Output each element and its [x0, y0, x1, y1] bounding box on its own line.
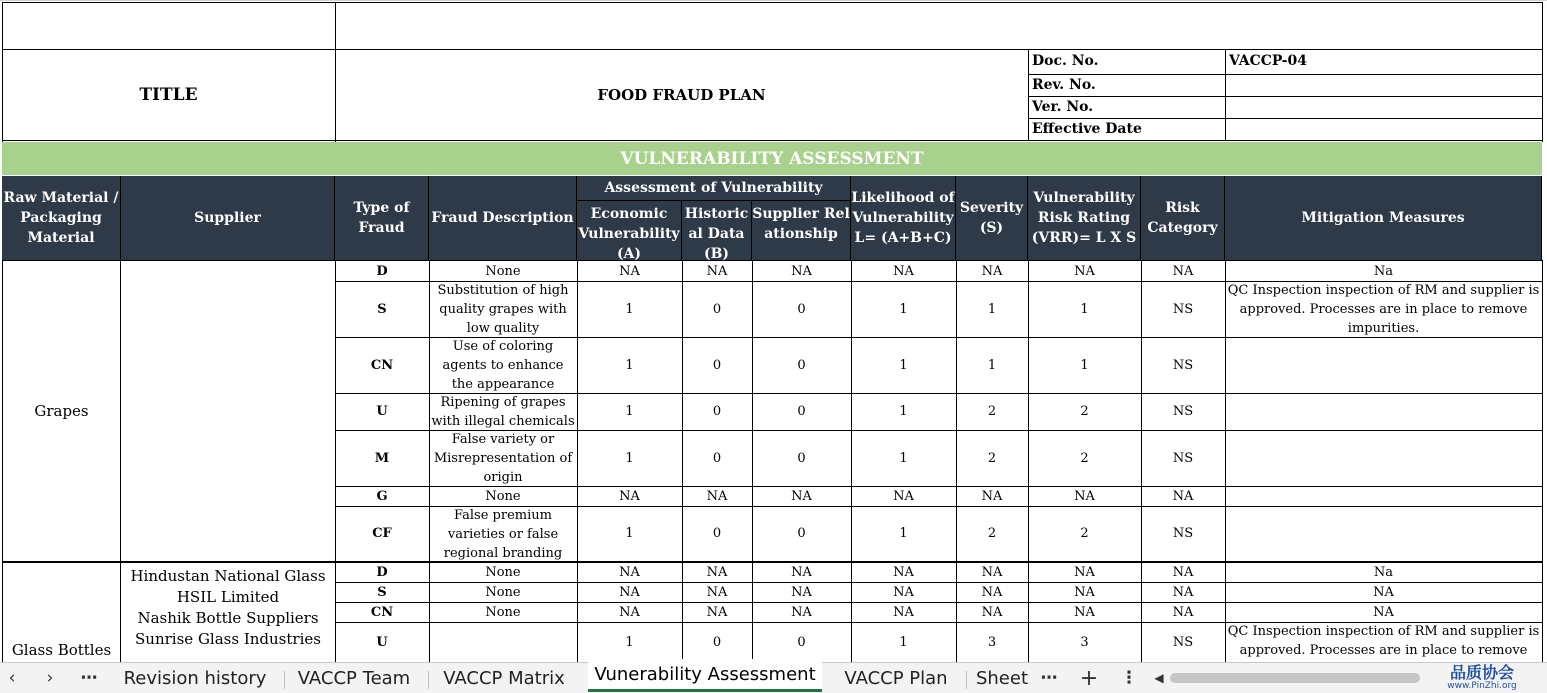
- rev-no-label: Rev. No.: [1032, 77, 1096, 93]
- doc-no-label: Doc. No.: [1032, 53, 1099, 69]
- severity-cell[interactable]: 1: [987, 301, 997, 317]
- economic-cell[interactable]: 1: [625, 450, 634, 466]
- severity-cell[interactable]: NA: [981, 564, 1003, 580]
- vrr-cell[interactable]: NA: [1074, 564, 1095, 580]
- economic-cell[interactable]: 1: [625, 301, 634, 317]
- more-sheets-icon[interactable]: ⋯: [1040, 668, 1058, 688]
- type-of-fraud-cell[interactable]: M: [374, 450, 390, 466]
- economic-cell[interactable]: 1: [625, 526, 634, 541]
- likelihood-cell[interactable]: NA: [893, 604, 914, 620]
- supplier-relationship-cell[interactable]: NA: [791, 488, 812, 504]
- header-economic[interactable]: Economic Vulnerability (A): [577, 201, 682, 260]
- mitigation-cell[interactable]: [1225, 506, 1542, 561]
- fraud-description-cell[interactable]: None: [485, 263, 521, 279]
- historic-cell[interactable]: 0: [712, 301, 722, 317]
- historic-cell[interactable]: NA: [706, 604, 728, 620]
- vrr-cell[interactable]: 3: [1080, 634, 1089, 650]
- vrr-cell[interactable]: 1: [1080, 357, 1089, 373]
- severity-cell[interactable]: NA: [981, 604, 1003, 620]
- header-severity[interactable]: Severity (S): [956, 176, 1028, 260]
- vrr-cell[interactable]: 2: [1080, 404, 1089, 419]
- economic-cell[interactable]: 1: [625, 404, 634, 419]
- watermark-logo: [1420, 665, 1544, 691]
- header-mitigation[interactable]: Mitigation Measures: [1225, 176, 1542, 260]
- more-tabs-icon[interactable]: ⋯: [80, 668, 98, 688]
- likelihood-cell[interactable]: NA: [893, 564, 914, 580]
- type-of-fraud-cell[interactable]: U: [376, 404, 388, 419]
- material-cell[interactable]: Grapes: [34, 401, 89, 420]
- risk-category-cell[interactable]: NS: [1172, 357, 1194, 373]
- header-supplier-relationship[interactable]: Supplier Relationship: [752, 201, 851, 260]
- historic-cell[interactable]: NA: [706, 263, 728, 279]
- mitigation-cell[interactable]: Na: [1373, 564, 1394, 580]
- risk-category-cell[interactable]: NS: [1172, 301, 1194, 317]
- severity-cell[interactable]: NA: [981, 488, 1003, 504]
- scroll-left-icon[interactable]: ‹: [8, 668, 16, 688]
- likelihood-cell[interactable]: 1: [899, 357, 908, 373]
- type-of-fraud-cell[interactable]: CF: [372, 526, 392, 541]
- likelihood-cell[interactable]: 1: [899, 450, 908, 466]
- mitigation-cell[interactable]: NA: [1373, 604, 1394, 620]
- add-sheet-icon[interactable]: +: [1079, 665, 1099, 691]
- header-type-of-fraud[interactable]: Type of Fraud: [335, 176, 429, 260]
- fraud-description-cell[interactable]: None: [485, 604, 521, 620]
- sheet-tab-bar: [0, 662, 1547, 693]
- economic-cell[interactable]: NA: [619, 584, 640, 600]
- likelihood-cell[interactable]: 1: [899, 634, 908, 650]
- effective-date-label: Effective Date: [1032, 121, 1142, 137]
- ver-no-label: Ver. No.: [1032, 99, 1094, 115]
- historic-cell[interactable]: 0: [712, 450, 722, 466]
- type-of-fraud-cell[interactable]: CN: [370, 357, 394, 373]
- economic-cell[interactable]: 1: [625, 357, 634, 373]
- economic-cell[interactable]: NA: [619, 564, 640, 580]
- header-supplier[interactable]: Supplier: [121, 176, 335, 260]
- vrr-cell[interactable]: NA: [1074, 604, 1095, 620]
- severity-cell[interactable]: 2: [987, 404, 997, 419]
- type-of-fraud-cell[interactable]: D: [376, 564, 388, 580]
- likelihood-cell[interactable]: NA: [893, 488, 914, 504]
- type-of-fraud-cell[interactable]: CN: [370, 604, 394, 620]
- type-of-fraud-cell[interactable]: G: [376, 488, 388, 504]
- risk-category-cell[interactable]: NA: [1172, 263, 1194, 279]
- mitigation-cell[interactable]: QC Inspection inspection of RM and supplier is approved. Processes are in place to remove impurities.: [1227, 283, 1540, 336]
- severity-cell[interactable]: 2: [987, 450, 997, 466]
- supplier-relationship-cell[interactable]: NA: [791, 263, 812, 279]
- section-banner: VULNERABILITY ASSESSMENT: [2, 142, 1542, 175]
- tab-vaccp-team[interactable]: VACCP Team: [297, 667, 411, 689]
- mitigation-cell[interactable]: Na: [1373, 263, 1394, 279]
- supplier-relationship-cell[interactable]: NA: [791, 604, 812, 620]
- fraud-description-cell[interactable]: None: [485, 584, 521, 600]
- watermark-url: www.PinZhi.org: [1447, 681, 1517, 691]
- fraud-description-cell[interactable]: Use of coloring agents to enhance the appearance: [442, 339, 564, 392]
- fraud-description-cell[interactable]: Substitution of high quality grapes with low quality: [437, 283, 569, 336]
- likelihood-cell[interactable]: 1: [899, 301, 908, 317]
- economic-cell[interactable]: NA: [619, 263, 640, 279]
- tab-vunerability-assessment[interactable]: Vunerability Assessment: [588, 659, 822, 692]
- doc-no-value[interactable]: VACCP-04: [1229, 53, 1307, 69]
- supplier-relationship-cell[interactable]: 0: [797, 634, 806, 650]
- header-raw-material[interactable]: Raw Material / Packaging Material: [2, 176, 121, 260]
- mitigation-cell[interactable]: [1225, 486, 1542, 506]
- risk-category-cell[interactable]: NA: [1172, 584, 1194, 600]
- risk-category-cell[interactable]: NS: [1172, 526, 1194, 541]
- options-icon[interactable]: ⋮: [1120, 668, 1138, 688]
- watermark-text: 品质协会: [1449, 663, 1514, 682]
- vrr-cell[interactable]: NA: [1074, 263, 1095, 279]
- tab-vaccp-matrix[interactable]: VACCP Matrix: [443, 667, 565, 689]
- risk-category-cell[interactable]: NS: [1172, 634, 1194, 650]
- supplier-relationship-cell[interactable]: NA: [791, 584, 812, 600]
- supplier-relationship-cell[interactable]: 0: [797, 301, 806, 317]
- vrr-cell[interactable]: NA: [1074, 584, 1095, 600]
- historic-cell[interactable]: 0: [712, 357, 722, 373]
- supplier-relationship-cell[interactable]: NA: [791, 564, 812, 580]
- vrr-cell[interactable]: 1: [1080, 301, 1089, 317]
- mitigation-cell[interactable]: [1225, 337, 1542, 393]
- header-assessment-group[interactable]: Assessment of Vulnerability: [577, 176, 851, 201]
- economic-cell[interactable]: NA: [619, 604, 640, 620]
- supplier-relationship-cell[interactable]: 0: [797, 450, 806, 466]
- severity-cell[interactable]: 2: [987, 526, 997, 541]
- fraud-description-cell[interactable]: None: [485, 564, 521, 580]
- mitigation-cell[interactable]: QC Inspection inspection of RM and supplier is approved. Processes are in place to remove: [1227, 624, 1540, 658]
- vrr-cell[interactable]: NA: [1074, 488, 1095, 504]
- material-cell[interactable]: Glass Bottles: [11, 641, 112, 659]
- header-vrr[interactable]: Vulnerability Risk Rating (VRR)= L X S: [1028, 176, 1141, 260]
- type-of-fraud-cell[interactable]: S: [377, 584, 387, 600]
- likelihood-cell[interactable]: NA: [893, 584, 914, 600]
- risk-category-cell[interactable]: NA: [1172, 604, 1194, 620]
- vrr-cell[interactable]: 2: [1080, 450, 1089, 466]
- supplier-cell[interactable]: Hindustan National Glass HSIL Limited Nashik Bottle Suppliers Sunrise Glass Industries: [130, 567, 326, 648]
- likelihood-cell[interactable]: 1: [899, 404, 908, 419]
- economic-cell[interactable]: NA: [619, 488, 640, 504]
- tab-revision-history[interactable]: Revision history: [123, 667, 267, 689]
- type-of-fraud-cell[interactable]: U: [376, 634, 388, 650]
- mitigation-cell[interactable]: [1225, 430, 1542, 486]
- supplier-relationship-cell[interactable]: 0: [797, 404, 806, 419]
- fraud-description-cell[interactable]: [429, 622, 577, 662]
- header-fraud-description[interactable]: Fraud Description: [429, 176, 577, 260]
- fraud-description-cell[interactable]: None: [485, 488, 521, 504]
- risk-category-cell[interactable]: NA: [1172, 564, 1194, 580]
- likelihood-cell[interactable]: NA: [893, 263, 914, 279]
- header-risk-category[interactable]: Risk Category: [1141, 176, 1225, 260]
- severity-cell[interactable]: NA: [981, 263, 1003, 279]
- title-label: TITLE: [139, 84, 198, 105]
- likelihood-cell[interactable]: 1: [899, 526, 908, 541]
- historic-cell[interactable]: 0: [712, 404, 722, 419]
- severity-cell[interactable]: 1: [987, 357, 997, 373]
- fraud-description-cell[interactable]: Ripening of grapes with illegal chemicals: [431, 395, 575, 429]
- historic-cell[interactable]: 0: [712, 526, 722, 541]
- supplier-relationship-cell[interactable]: 0: [797, 357, 806, 373]
- risk-category-cell[interactable]: NS: [1172, 450, 1194, 466]
- supplier-cell[interactable]: [121, 261, 335, 561]
- hscroll-left-icon[interactable]: ◀: [1154, 671, 1164, 685]
- mitigation-cell[interactable]: [1225, 393, 1542, 430]
- scroll-right-icon[interactable]: ›: [46, 668, 54, 688]
- historic-cell[interactable]: NA: [706, 564, 728, 580]
- header-likelihood[interactable]: Likelihood of Vulnerability L= (A+B+C): [851, 176, 956, 260]
- plan-title: FOOD FRAUD PLAN: [597, 85, 766, 104]
- header-historic[interactable]: Historical Data (B): [682, 201, 752, 260]
- historic-cell[interactable]: NA: [706, 488, 728, 504]
- type-of-fraud-cell[interactable]: D: [376, 263, 388, 279]
- tab-sheet[interactable]: Sheet: [975, 667, 1029, 689]
- economic-cell[interactable]: 1: [625, 634, 634, 650]
- severity-cell[interactable]: NA: [981, 584, 1003, 600]
- tab-vaccp-plan[interactable]: VACCP Plan: [844, 667, 948, 689]
- risk-category-cell[interactable]: NA: [1172, 488, 1194, 504]
- historic-cell[interactable]: NA: [706, 584, 728, 600]
- type-of-fraud-cell[interactable]: S: [377, 301, 387, 317]
- historic-cell[interactable]: 0: [712, 634, 722, 650]
- mitigation-cell[interactable]: NA: [1373, 584, 1394, 600]
- fraud-description-cell[interactable]: False variety or Misrepresentation of origin: [433, 432, 573, 485]
- severity-cell[interactable]: 3: [987, 634, 997, 650]
- horizontal-scrollbar[interactable]: [1170, 673, 1420, 683]
- supplier-relationship-cell[interactable]: 0: [797, 526, 806, 541]
- risk-category-cell[interactable]: NS: [1172, 404, 1194, 419]
- vrr-cell[interactable]: 2: [1080, 526, 1089, 541]
- fraud-description-cell[interactable]: False premium varieties or false regional branding: [443, 508, 563, 561]
